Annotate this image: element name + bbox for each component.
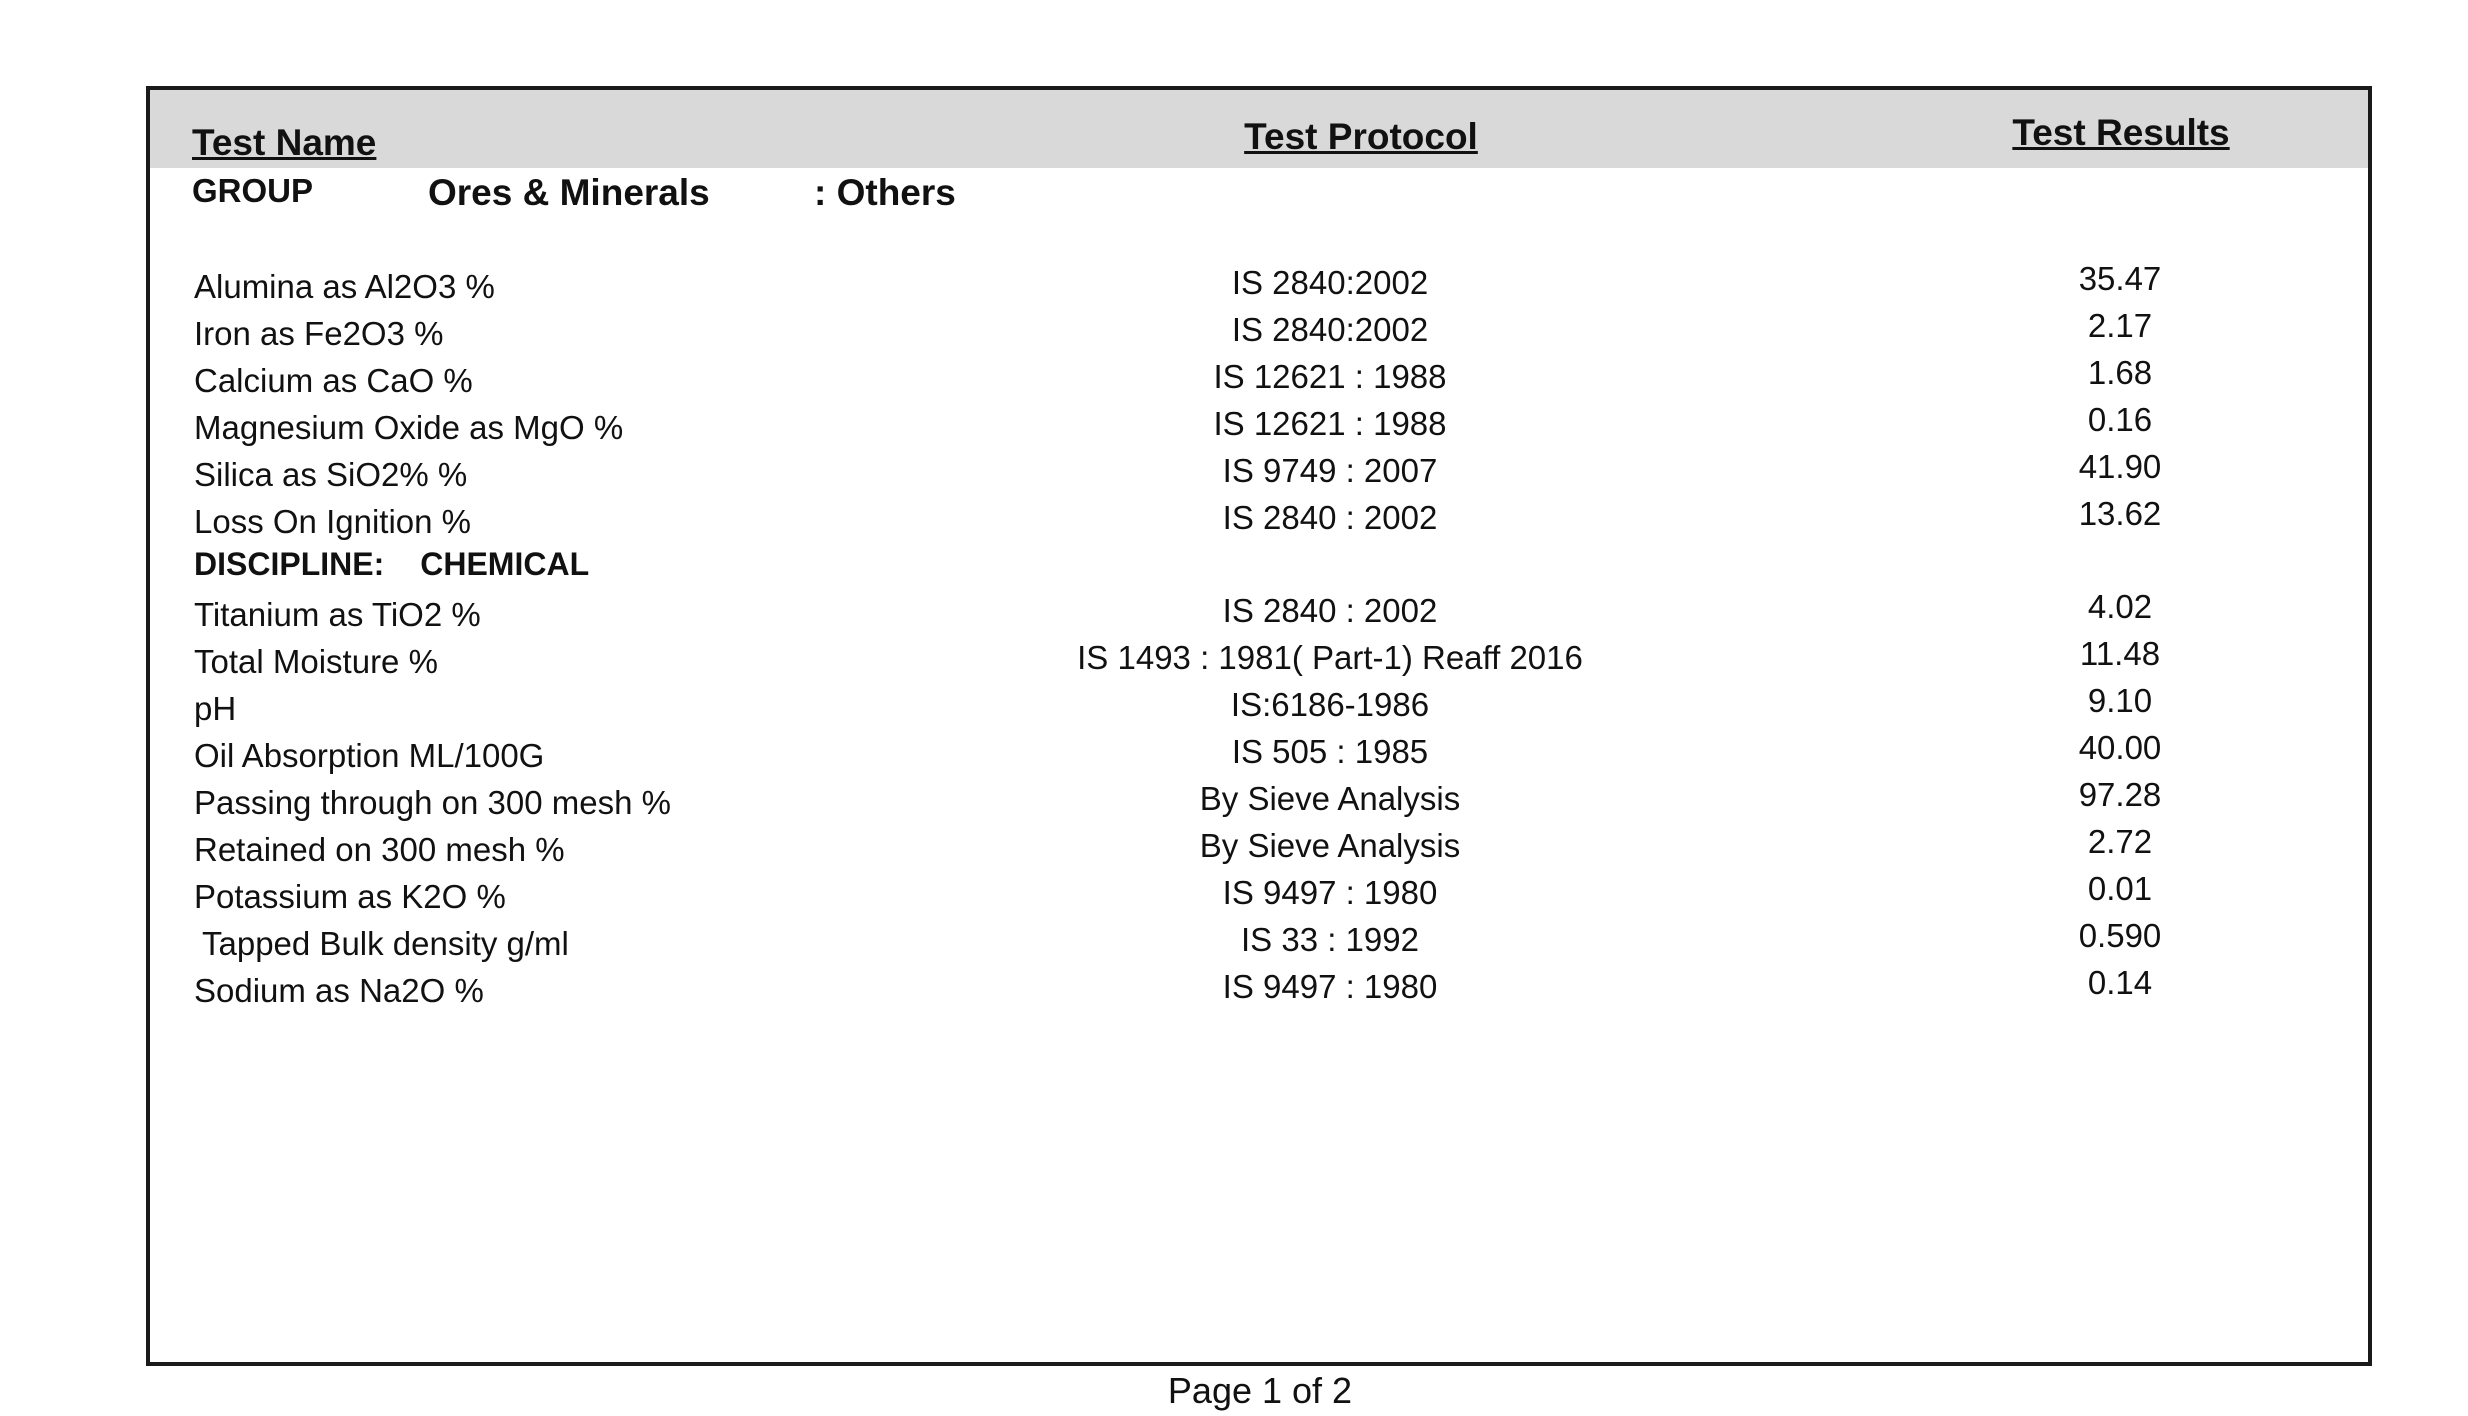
group-label: GROUP (192, 172, 314, 209)
test-protocol-cell: IS 12621 : 1988 (1213, 358, 1447, 395)
test-name-cell: Potassium as K2O % (194, 878, 506, 915)
table-row (150, 590, 2368, 636)
test-result-cell: 41.90 (2078, 448, 2162, 485)
discipline-line (194, 546, 589, 583)
test-result-cell: 0.14 (2087, 964, 2153, 1001)
test-result-cell: 40.00 (2078, 729, 2162, 766)
test-result-cell: 1.68 (2087, 354, 2153, 391)
test-name-cell: Loss On Ignition % (194, 503, 471, 540)
header-test-name: Test Name (192, 122, 377, 163)
report-table-frame (146, 86, 2372, 1366)
header-test-protocol: Test Protocol (1244, 116, 1478, 157)
test-protocol-cell: IS 9749 : 2007 (1222, 452, 1438, 489)
test-protocol-cell: IS 9497 : 1980 (1222, 874, 1438, 911)
test-name-cell: pH (194, 690, 237, 727)
test-protocol-cell: IS 1493 : 1981( Part-1) Reaff 2016 (1077, 639, 1583, 676)
test-result-cell: 11.48 (2079, 635, 2161, 672)
page-number: Page 1 of 2 (1167, 1370, 1353, 1411)
test-protocol-cell: IS 2840 : 2002 (1222, 499, 1438, 536)
test-result-cell: 9.10 (2087, 682, 2153, 719)
test-name-cell: Oil Absorption ML/100G (194, 737, 545, 774)
table-row (150, 966, 2368, 1012)
table-row (150, 262, 2368, 308)
test-name-cell: Silica as SiO2% % (194, 456, 468, 493)
table-row (150, 684, 2368, 730)
table-row (150, 778, 2368, 824)
test-protocol-cell: IS:6186-1986 (1230, 686, 1430, 723)
table-row (150, 637, 2368, 683)
test-name-cell: Total Moisture % (194, 643, 438, 680)
test-result-cell: 2.17 (2087, 307, 2153, 344)
test-protocol-cell: IS 12621 : 1988 (1213, 405, 1447, 442)
group-sub: : Others (814, 172, 956, 213)
table-row (150, 356, 2368, 402)
test-name-cell: Retained on 300 mesh % (194, 831, 565, 868)
test-result-cell: 0.590 (2078, 917, 2162, 954)
test-result-cell: 4.02 (2087, 588, 2153, 625)
table-row (150, 403, 2368, 449)
test-protocol-cell: IS 505 : 1985 (1231, 733, 1429, 770)
test-result-cell: 0.16 (2087, 401, 2153, 438)
test-name-cell: Alumina as Al2O3 % (194, 268, 495, 305)
test-protocol-cell: IS 2840:2002 (1231, 311, 1429, 348)
table-row (150, 309, 2368, 355)
test-protocol-cell: By Sieve Analysis (1199, 827, 1461, 864)
test-result-cell: 35.47 (2078, 260, 2162, 297)
test-protocol-cell: IS 2840 : 2002 (1222, 592, 1438, 629)
table-row (150, 731, 2368, 777)
discipline-label: DISCIPLINE: (194, 546, 385, 582)
table-row (150, 825, 2368, 871)
test-result-cell: 0.01 (2087, 870, 2153, 907)
test-name-cell: Iron as Fe2O3 % (194, 315, 444, 352)
table-row (150, 450, 2368, 496)
test-name-cell: Calcium as CaO % (194, 362, 473, 399)
test-protocol-cell: IS 2840:2002 (1231, 264, 1429, 301)
test-name-cell: Sodium as Na2O % (194, 972, 484, 1009)
table-row (150, 497, 2368, 543)
test-name-cell: Magnesium Oxide as MgO % (194, 409, 624, 446)
discipline-value: CHEMICAL (420, 546, 590, 582)
test-protocol-cell: By Sieve Analysis (1199, 780, 1461, 817)
test-result-cell: 13.62 (2078, 495, 2162, 532)
test-protocol-cell: IS 33 : 1992 (1241, 921, 1419, 958)
test-result-cell: 2.72 (2087, 823, 2153, 860)
test-protocol-cell: IS 9497 : 1980 (1222, 968, 1438, 1005)
header-test-results: Test Results (2012, 112, 2230, 153)
test-name-cell: Passing through on 300 mesh % (194, 784, 671, 821)
table-row (150, 919, 2368, 965)
table-row (150, 872, 2368, 918)
test-name-cell: Titanium as TiO2 % (194, 596, 481, 633)
test-result-cell: 97.28 (2078, 776, 2162, 813)
test-name-cell: Tapped Bulk density g/ml (202, 925, 569, 962)
group-name: Ores & Minerals (428, 172, 710, 213)
